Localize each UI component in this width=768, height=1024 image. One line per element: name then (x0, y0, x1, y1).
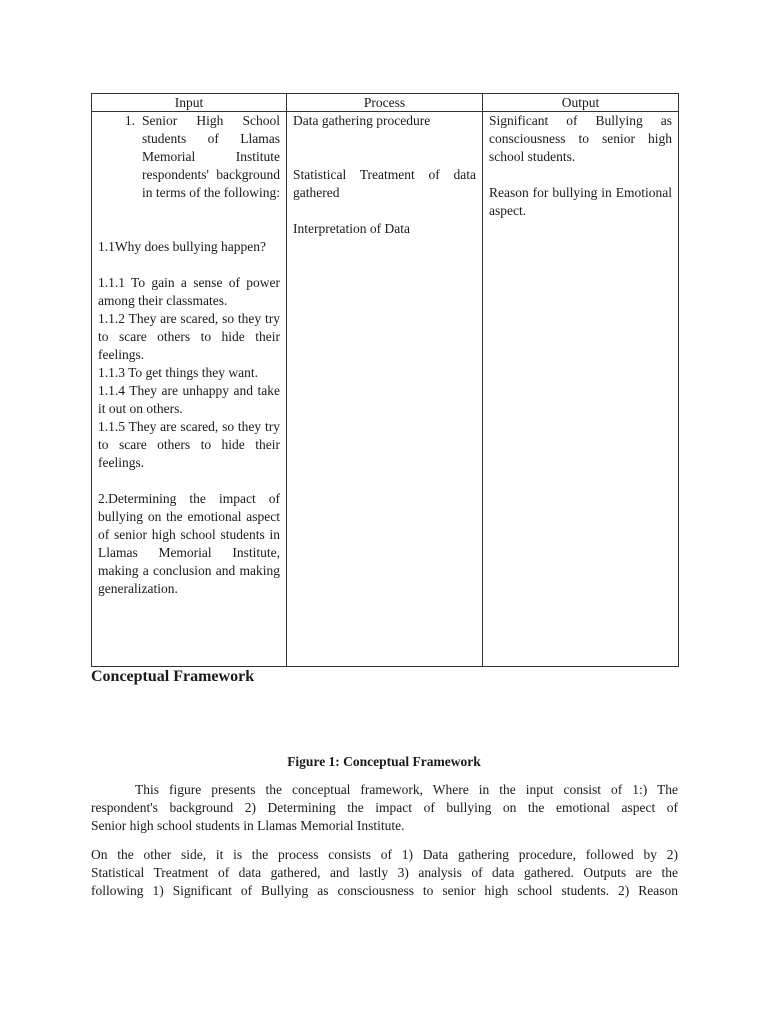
process-step-3: Interpretation of Data (293, 221, 410, 236)
paragraph-2 (91, 846, 678, 900)
table-header-row (92, 94, 679, 112)
input-reason-1-1-2: 1.1.2 They are scared, so they try to scare others to hide their feelings. (98, 311, 280, 362)
input-reason-1-1-1: 1.1.1 To gain a sense of power among their classmates. (98, 275, 280, 308)
input-item-2: 2.Determining the impact of bullying on the emotional aspect of senior high school students in Llamas Memorial Institute, making a conclusion and making generalization. (98, 491, 280, 596)
table-body-row (92, 112, 679, 667)
process-step-2: Statistical Treatment of data gathered (293, 167, 476, 200)
paragraph-1-line-2: respondent's background 2) Determining the impact of bullying on the emotional aspect of (91, 800, 678, 815)
output-item-1: Significant of Bullying as consciousness to senior high school students. (489, 113, 672, 164)
output-item-2: Reason for bullying in Emotional aspect. (489, 185, 672, 218)
paragraph-1 (91, 781, 678, 835)
section-heading: Conceptual Framework (91, 668, 255, 685)
paragraph-2-line-1: On the other side, it is the process consists of 1) Data gathering procedure, followed by 2) (91, 847, 678, 862)
paragraph-1-line-3: Senior high school students in Llamas Memorial Institute. (91, 818, 405, 833)
process-step-1: Data gathering procedure (293, 113, 431, 128)
input-reason-1-1-4: 1.1.4 They are unhappy and take it out on others. (98, 383, 280, 416)
input-reason-1-1-5: 1.1.5 They are scared, so they try to scare others to hide their feelings. (98, 419, 280, 470)
input-item-1 (98, 112, 280, 202)
paragraph-2-line-2: Statistical Treatment of data gathered, and lastly 3) analysis of data gathered. Outputs are the (91, 865, 678, 880)
input-item-1-text: Senior High School students of Llamas Memorial Institute respondents' background in terms of the following: (142, 113, 280, 200)
figure-caption: Figure 1: Conceptual Framework (287, 754, 481, 769)
header-output: Output (483, 94, 679, 112)
input-question-1-1: 1.1Why does bullying happen? (98, 239, 266, 254)
input-reason-1-1-3: 1.1.3 To get things they want. (98, 365, 259, 380)
paragraph-2-line-3: following 1) Significant of Bullying as consciousness to senior high school students. 2) Reason (91, 883, 678, 898)
process-cell (287, 112, 483, 667)
input-item-1-number: 1. (124, 113, 135, 128)
input-cell (92, 112, 287, 667)
header-process: Process (287, 94, 483, 112)
conceptual-framework-table (91, 93, 679, 667)
header-input: Input (92, 94, 287, 112)
paragraph-1-line-1: This figure presents the conceptual framework, Where in the input consist of 1:) The (135, 782, 678, 797)
output-cell (483, 112, 679, 667)
